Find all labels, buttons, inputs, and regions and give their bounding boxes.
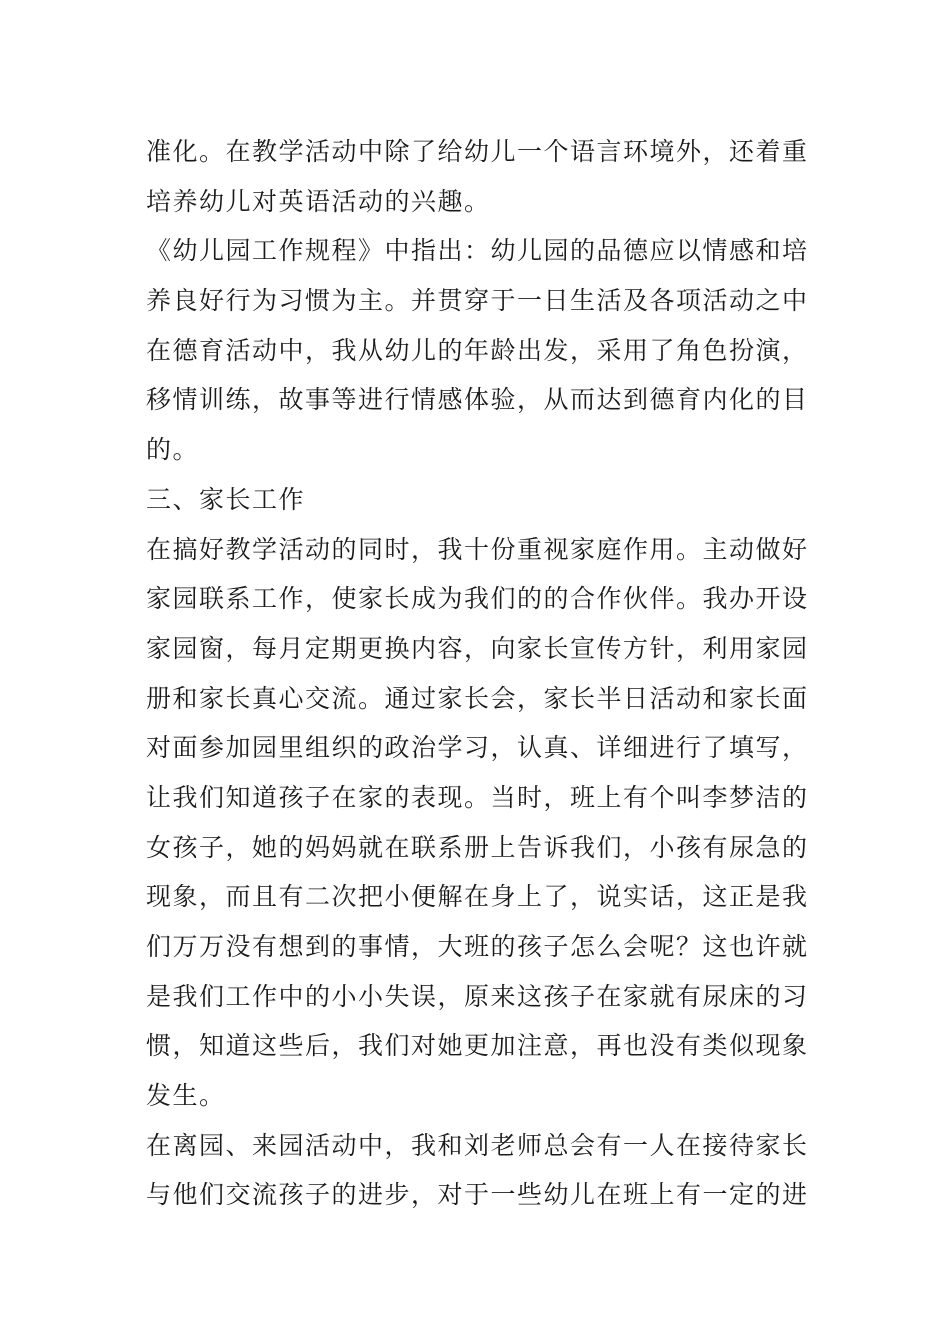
text-line: 《幼儿园工作规程》中指出：幼儿园的品德应以情感和培 [146, 236, 809, 266]
text-line: 移情训练，故事等进行情感体验，从而达到德育内化的目 [146, 385, 809, 415]
text-line: 在搞好教学活动的同时，我十份重视家庭作用。主动做好 [146, 534, 809, 564]
text-line: 发生。 [146, 1081, 226, 1111]
text-line: 对面参加园里组织的政治学习，认真、详细进行了填写， [146, 733, 809, 763]
document-body [146, 127, 826, 1220]
text-line: 家园联系工作，使家长成为我们的的合作伙伴。我办开设 [146, 584, 809, 614]
text-line: 们万万没有想到的事情，大班的孩子怎么会呢？这也许就 [146, 932, 809, 961]
text-line: 准化。在教学活动中除了给幼儿一个语言环境外，还着重 [146, 137, 809, 166]
text-line: 的。 [146, 435, 200, 465]
text-line: 惯，知道这些后，我们对她更加注意，再也没有类似现象 [146, 1031, 809, 1061]
text-line: 册和家长真心交流。通过家长会，家长半日活动和家长面 [146, 683, 809, 713]
text-line: 培养幼儿对英语活动的兴趣。 [146, 186, 491, 216]
text-line: 让我们知道孩子在家的表现。当时，班上有个叫李梦洁的 [146, 782, 809, 812]
text-line: 家园窗，每月定期更换内容，向家长宣传方针，利用家园 [146, 633, 809, 663]
text-line: 现象，而且有二次把小便解在身上了，说实话，这正是我 [146, 882, 809, 912]
section-heading: 三、家长工作 [146, 484, 306, 514]
text-line: 在离园、来园活动中，我和刘老师总会有一人在接待家长 [146, 1130, 809, 1160]
text-line: 养良好行为习惯为主。并贯穿于一日生活及各项活动之中 [146, 286, 809, 316]
text-line: 在德育活动中，我从幼儿的年龄出发，采用了角色扮演， [146, 335, 809, 365]
text-line: 女孩子，她的妈妈就在联系册上告诉我们，小孩有尿急的 [146, 832, 809, 862]
text-line: 是我们工作中的小小失误，原来这孩子在家就有尿床的习 [146, 981, 809, 1011]
text-line: 与他们交流孩子的进步，对于一些幼儿在班上有一定的进 [146, 1180, 809, 1210]
